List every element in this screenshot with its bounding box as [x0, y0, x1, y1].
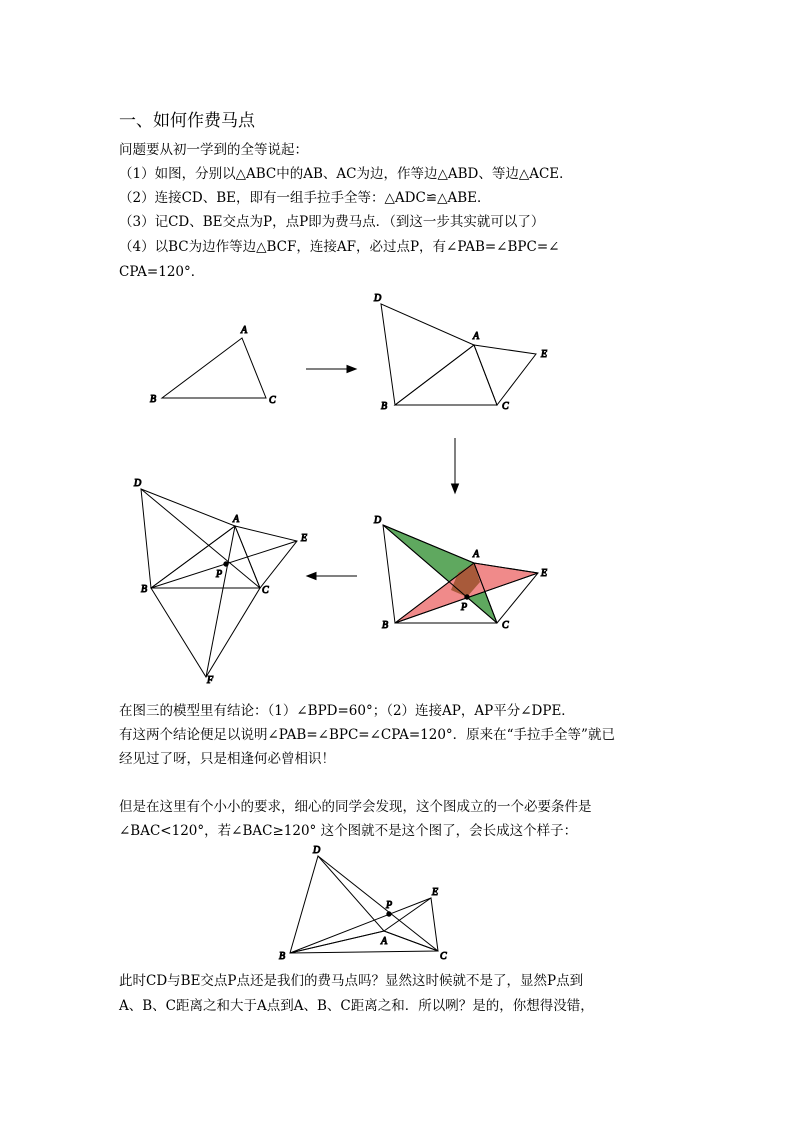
- fig2-label-e: E: [541, 349, 548, 360]
- fig4-label-a: A: [233, 514, 240, 525]
- intro-line-3: （2）连接CD、BE，即有一组手拉手全等：△ADC≌△ABE．: [119, 190, 491, 206]
- fig4-label-d: D: [134, 478, 142, 489]
- intro-line-4: （3）记CD、BE交点为P，点P即为费马点．（到这一步其实就可以了）: [119, 214, 545, 230]
- fig3-label-e: E: [541, 568, 548, 579]
- para3-line-2: ∠BAC<120°，若∠BAC≥120° 这个图就不是这个图了，会长成这个样子：: [119, 823, 578, 839]
- fig4-label-e: E: [301, 533, 308, 544]
- figure-2-equilateral: [381, 304, 536, 405]
- fig5-label-e: E: [432, 887, 439, 898]
- para2-line-2: 有这两个结论便足以说明∠PAB=∠BPC=∠CPA=120°．原来在“手拉手全等”就已: [119, 727, 615, 743]
- fig5-label-a: A: [381, 936, 388, 947]
- fig5-label-b: B: [279, 951, 286, 962]
- fig3-label-b: B: [382, 620, 389, 631]
- fig3-label-c: C: [502, 620, 509, 631]
- fig5-label-d: D: [313, 845, 321, 856]
- intro-line-5: （4）以BC为边作等边△BCF，连接AF，必过点P，有∠PAB=∠BPC=∠: [119, 239, 560, 255]
- fig2-label-b: B: [381, 401, 388, 412]
- figure-4-fermat: [141, 489, 297, 677]
- para4-line-2: A、B、C距离之和大于A点到A、B、C距离之和．所以咧？是的，你想得没错，: [119, 998, 594, 1014]
- fig1-label-c: C: [269, 395, 276, 406]
- fig2-label-d: D: [374, 293, 382, 304]
- fig3-label-a: A: [473, 549, 480, 560]
- fig4-label-b: B: [141, 584, 148, 595]
- arrow-left-icon: [307, 573, 357, 580]
- para2-line-1: 在图三的模型里有结论：（1）∠BPD=60°；（2）连接AP，AP平分∠DPE．: [119, 703, 575, 719]
- fig1-label-b: B: [150, 394, 157, 405]
- figure-5-obtuse: [290, 856, 438, 953]
- para2-line-3: 经见过了呀，只是相逢何必曾相识！: [119, 751, 335, 767]
- fig5-label-c: C: [440, 951, 447, 962]
- fig4-label-c: C: [262, 585, 269, 596]
- fig2-label-c: C: [502, 401, 509, 412]
- figure-1-triangle: [162, 338, 266, 398]
- fig4-label-p: P: [216, 569, 223, 580]
- intro-line-2: （1）如图，分别以△ABC中的AB、AC为边，作等边△ABD、等边△ACE．: [119, 166, 573, 182]
- para4-line-1: 此时CD与BE交点P点还是我们的费马点吗？显然这时候就不是了，显然P点到: [119, 973, 584, 989]
- fig3-label-d: D: [374, 515, 382, 526]
- arrow-down-icon: [452, 438, 459, 493]
- intro-line-6: CPA=120°．: [119, 264, 205, 280]
- section-title: 一、如何作费马点: [119, 111, 255, 131]
- fig2-label-a: A: [473, 331, 480, 342]
- fig4-label-f: F: [207, 675, 214, 686]
- fig3-label-p: P: [461, 602, 468, 613]
- intro-line-1: 问题要从初一学到的全等说起：: [119, 142, 308, 158]
- arrow-right-icon: [306, 366, 356, 373]
- fig1-label-a: A: [241, 325, 248, 336]
- fig5-label-p: P: [386, 900, 393, 911]
- para3-line-1: 但是在这里有个小小的要求，细心的同学会发现，这个图成立的一个必要条件是: [119, 799, 592, 815]
